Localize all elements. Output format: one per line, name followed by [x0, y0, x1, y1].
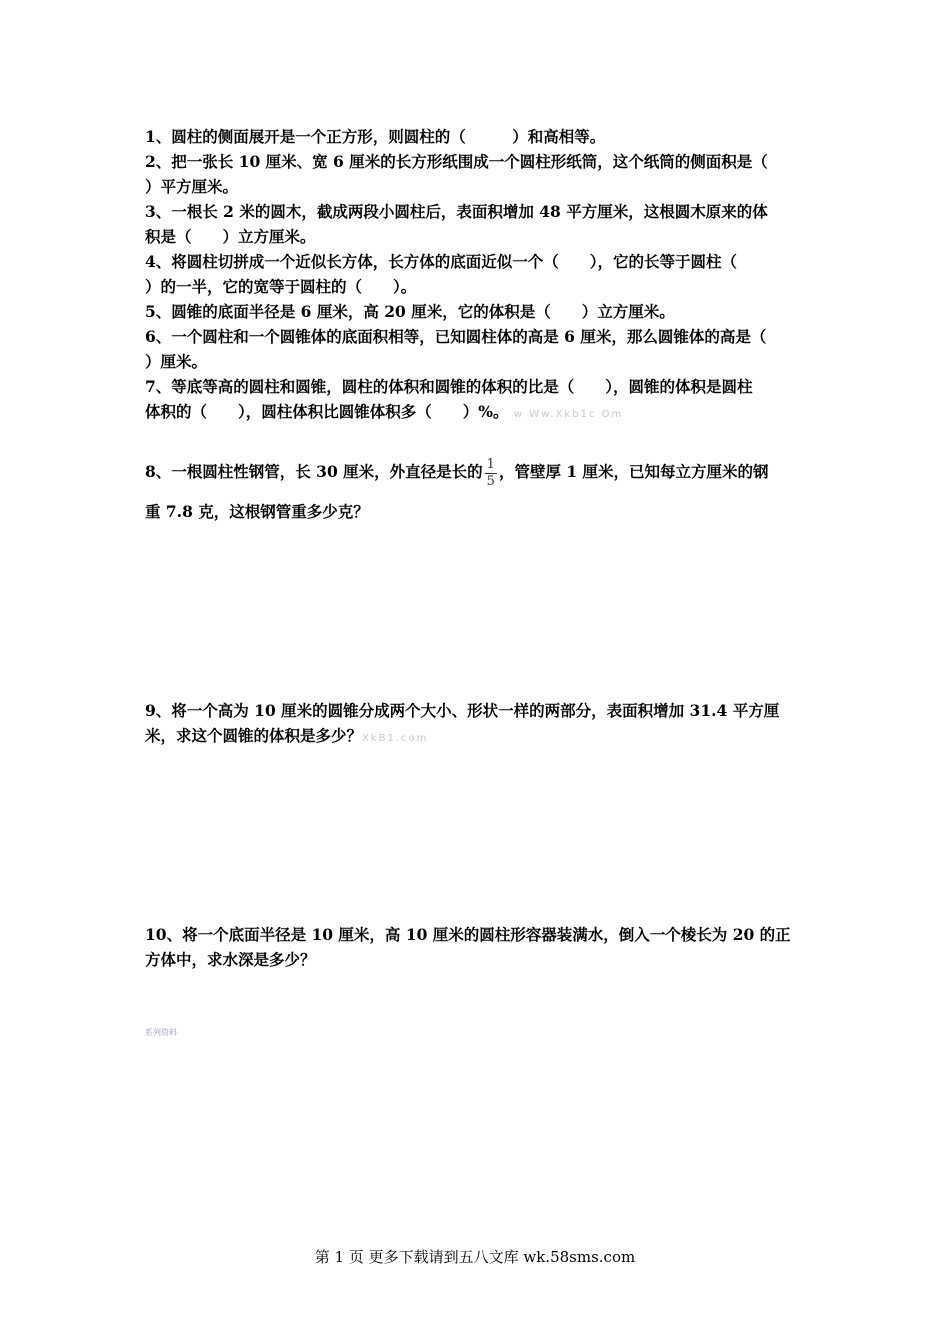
question-9 — [145, 698, 810, 751]
question-1-text: 1、圆柱的侧面展开是一个正方形，则圆柱的（ ）和高相等。 — [145, 127, 606, 146]
question-2-line-1: 2、把一张长 10 厘米、宽 6 厘米的长方形纸围成一个圆柱形纸筒，这个纸筒的侧面积是（ — [145, 152, 768, 171]
question-4-line-2: ）的一半，它的宽等于圆柱的（ ）。 — [145, 277, 417, 296]
question-2-line-2: ）平方厘米。 — [145, 177, 239, 196]
question-8-line-1-end: ，管壁厚 1 厘米，已知每立方厘米的钢 — [498, 462, 769, 481]
question-6 — [145, 324, 810, 374]
question-4-line-1: 4、将圆柱切拼成一个近似长方体，长方体的底面近似一个（ ），它的长等于圆柱（ — [145, 252, 738, 271]
fraction-denominator: 5 — [486, 473, 495, 489]
question-7-line-2 — [145, 399, 810, 427]
question-10-line-2: 方体中，求水深是多少？ — [145, 950, 316, 969]
question-8 — [145, 452, 810, 532]
page-footer: 第 1 页 更多下载请到五八文库 wk.58sms.com — [314, 1248, 636, 1266]
question-3-line-2: 积是（ ）立方厘米。 — [145, 227, 316, 246]
watermark-text: XkB1.com — [362, 733, 429, 744]
question-3 — [145, 199, 810, 249]
question-10 — [145, 922, 810, 972]
question-5-text: 5、圆锥的底面半径是 6 厘米，高 20 厘米，它的体积是（ ）立方厘米。 — [145, 302, 675, 321]
question-8-line-2: 重 7.8 克，这根钢管重多少克？ — [145, 502, 369, 521]
question-8-line-1-start: 8、一根圆柱性钢管，长 30 厘米，外直径是长的 — [145, 462, 483, 481]
fraction-numerator: 1 — [486, 456, 495, 472]
question-6-line-1: 6、一个圆柱和一个圆锥体的底面积相等，已知圆柱体的高是 6 厘米，那么圆锥体的高是（ — [145, 327, 767, 346]
question-9-line-1: 9、将一个高为 10 厘米的圆锥分成两个大小、形状一样的两部分，表面积增加 31.4 平方厘 — [145, 701, 780, 720]
question-9-line-2 — [145, 723, 810, 751]
question-7-line-2-text: 体积的（ ），圆柱体积比圆锥体积多（ ）%。 — [145, 402, 509, 421]
question-7 — [145, 374, 810, 427]
question-8-line-1 — [145, 452, 810, 492]
question-6-line-2: ）厘米。 — [145, 352, 208, 371]
fraction-one-fifth — [485, 457, 497, 490]
question-3-line-1: 3、一根长 2 米的圆木，截成两段小圆柱后，表面积增加 48 平方厘米，这根圆木原来的体 — [145, 202, 768, 221]
question-1 — [145, 124, 810, 149]
question-5 — [145, 299, 810, 324]
series-watermark: 系列资料 — [145, 1028, 177, 1037]
question-2 — [145, 149, 810, 199]
question-4 — [145, 249, 810, 299]
question-9-line-2-text: 米，求这个圆锥的体积是多少？ — [145, 726, 363, 745]
watermark-text: w Ww.Xkb1c Om — [513, 409, 624, 420]
question-10-line-1: 10、将一个底面半径是 10 厘米，高 10 厘米的圆柱形容器装满水，倒入一个棱长为 20 的正 — [145, 925, 791, 944]
question-7-line-1: 7、等底等高的圆柱和圆锥，圆柱的体积和圆锥的体积的比是（ ），圆锥的体积是圆柱 — [145, 377, 753, 396]
